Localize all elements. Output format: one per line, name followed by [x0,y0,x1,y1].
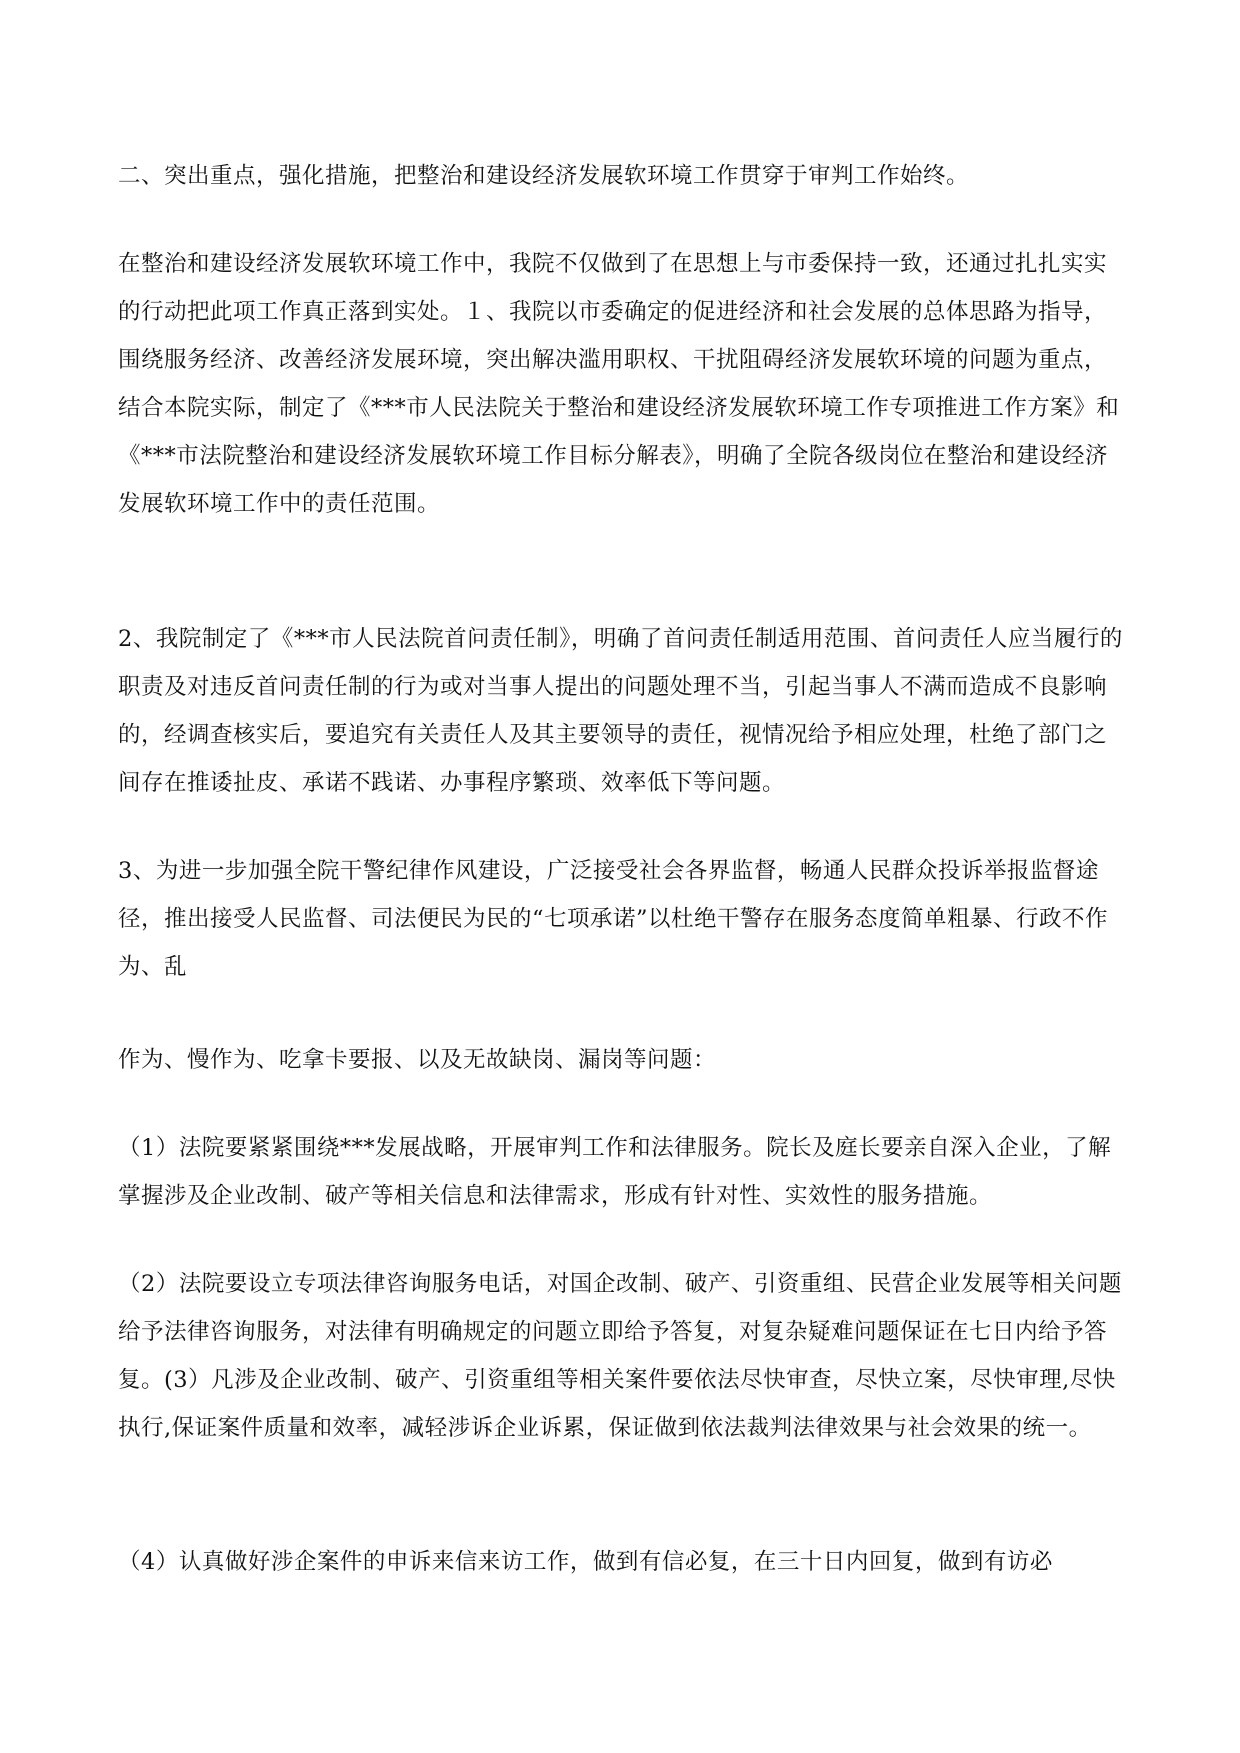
paragraph-point-2-3: （2）法院要设立专项法律咨询服务电话，对国企改制、破产、引资重组、民营企业发展等相关问题给予法律咨询服务，对法律有明确规定的问题立即给予答复，对复杂疑难问题保证在七日内给予答复。(3）凡涉及企业改制、破产、引资重组等相关案件要依法尽快审查，尽快立案，尽快审理,尽快执行,保证案件质量和效率，减轻涉诉企业诉累，保证做到依法裁判法律效果与社会效果的统一。 [118,1271,1122,1441]
paragraph-point-1: （1）法院要紧紧围绕***发展战略，开展审判工作和法律服务。院长及庭长要亲自深入企业，了解掌握涉及企业改制、破产等相关信息和法律需求，形成有针对性、实效性的服务措施。 [118,1135,1112,1209]
paragraph-item-3-continued: 作为、慢作为、吃拿卡要报、以及无故缺岗、漏岗等问题： [118,1047,717,1073]
paragraph-intro: 在整治和建设经济发展软环境工作中，我院不仅做到了在思想上与市委保持一致，还通过扎扎实实的行动把此项工作真正落到实处。１、我院以市委确定的促进经济和社会发展的总体思路为指导，围绕服务经济、改善经济发展环境，突出解决滥用职权、干扰阻碍经济发展软环境的问题为重点，结合本院实际，制定了《***市人民法院关于整治和建设经济发展软环境工作专项推进工作方案》和《***市法院整治和建设经济发展软环境工作目标分解表》，明确了全院各级岗位在整治和建设经济发展软环境工作中的责任范围。 [118,251,1120,517]
paragraph-point-4: （4）认真做好涉企案件的申诉来信来访工作，做到有信必复，在三十日内回复，做到有访必 [118,1549,1053,1575]
paragraph-item-2: 2、我院制定了《***市人民法院首问责任制》，明确了首问责任制适用范围、首问责任人应当履行的职责及对违反首问责任制的行为或对当事人提出的问题处理不当，引起当事人不满而造成不良影响的，经调查核实后，要追究有关责任人及其主要领导的责任，视情况给予相应处理，杜绝了部门之间存在推诿扯皮、承诺不践诺、办事程序繁琐、效率低下等问题。 [118,626,1123,796]
paragraph-item-3: 3、为进一步加强全院干警纪律作风建设，广泛接受社会各界监督，畅通人民群众投诉举报监督途径，推出接受人民监督、司法便民为民的“七项承诺”以杜绝干警存在服务态度简单粗暴、行政不作为、乱 [118,858,1109,980]
section-heading: 二、突出重点，强化措施，把整治和建设经济发展软环境工作贯穿于审判工作始终。 [118,163,970,189]
